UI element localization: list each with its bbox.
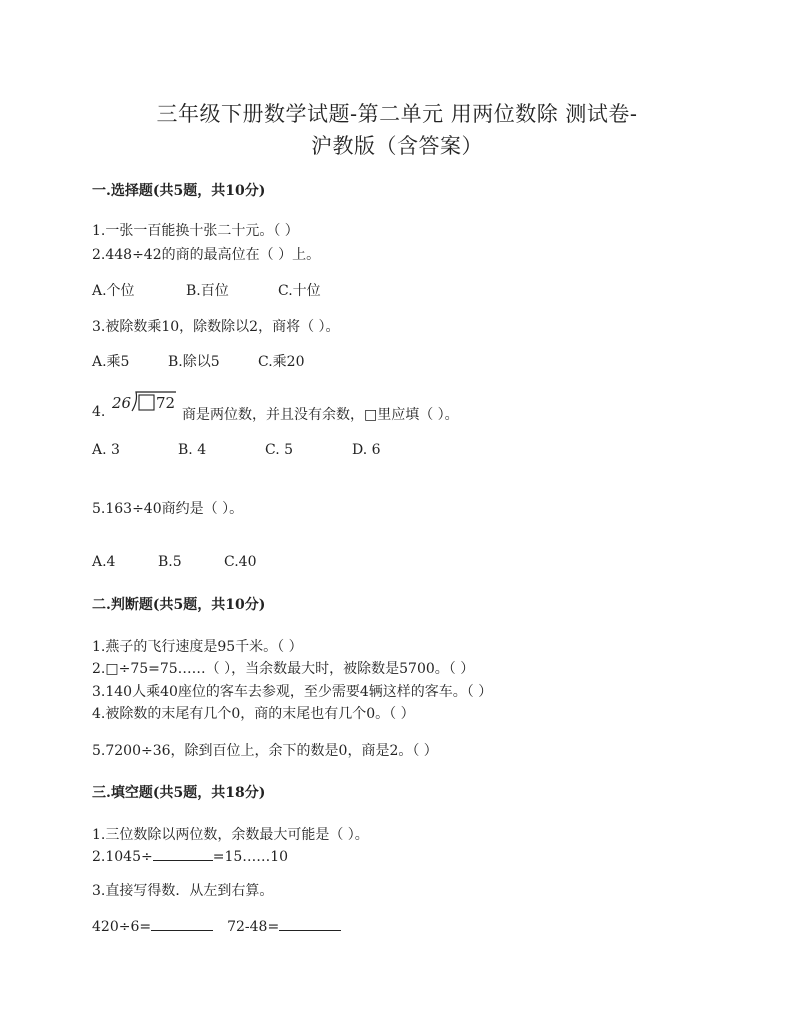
question-1-3: 3.被除数乘10，除数除以2，商将（ ）。: [92, 319, 340, 335]
division-divisor: 26: [112, 394, 132, 412]
question-1-4-number: 4.: [92, 404, 106, 420]
calc-item-a: 420÷6=: [92, 919, 152, 935]
question-1-2: 2.448÷42的商的最高位在（ ）上。: [92, 247, 321, 263]
option-1-4-c: C. 5: [265, 442, 294, 458]
option-1-4-b: B. 4: [178, 442, 207, 458]
answer-blank[interactable]: [151, 916, 213, 931]
question-1-4-text: 商是两位数，并且没有余数，□里应填（ ）。: [182, 407, 459, 423]
section-heading-fill-blank: 三.填空题(共5题，共18分): [92, 785, 266, 801]
option-1-5-a: A.4: [92, 554, 116, 570]
calc-item-b: 72-48=: [227, 919, 280, 935]
option-1-3-b: B.除以5: [168, 354, 220, 370]
question-3-2-suffix: =15……10: [212, 849, 289, 865]
question-2-3: 3.140人乘40座位的客车去参观，至少需要4辆这样的客车。（ ）: [92, 684, 493, 700]
page-title-line1: 三年级下册数学试题-第二单元 用两位数除 测试卷-: [156, 102, 638, 126]
option-1-5-b: B.5: [158, 554, 182, 570]
long-division-figure: [108, 389, 178, 415]
section-heading-choice: 一.选择题(共5题，共10分): [92, 183, 266, 199]
question-2-4: 4.被除数的末尾有几个0，商的末尾也有几个0。（ ）: [92, 706, 415, 722]
question-2-1: 1.燕子的飞行速度是95千米。（ ）: [92, 639, 303, 655]
answer-blank[interactable]: [153, 846, 213, 861]
blank-box-icon: [139, 395, 154, 410]
option-1-2-c: C.十位: [278, 283, 321, 299]
page-title-line2: 沪教版（含答案）: [311, 134, 483, 158]
answer-blank[interactable]: [279, 916, 341, 931]
question-3-2-prefix: 2.1045÷: [92, 849, 153, 865]
option-1-3-a: A.乘5: [92, 354, 130, 370]
option-1-2-a: A.个位: [92, 283, 135, 299]
question-3-2: [92, 846, 288, 865]
question-3-3-row: [92, 916, 341, 935]
question-2-5: 5.7200÷36，除到百位上，余下的数是0，商是2。（ ）: [92, 743, 438, 759]
option-1-4-a: A. 3: [92, 442, 120, 458]
option-1-5-c: C.40: [224, 554, 257, 570]
question-1-1: 1.一张一百能换十张二十元。（ ）: [92, 223, 299, 239]
question-3-3: 3.直接写得数．从左到右算。: [92, 883, 274, 899]
option-1-3-c: C.乘20: [258, 354, 305, 370]
section-heading-judgment: 二.判断题(共5题，共10分): [92, 597, 266, 613]
option-1-4-d: D. 6: [352, 442, 381, 458]
division-dividend: 72: [156, 394, 176, 412]
option-1-2-b: B.百位: [186, 283, 229, 299]
question-2-2: 2.□÷75=75……（ ），当余数最大时，被除数是5700。（ ）: [92, 661, 475, 677]
question-1-5: 5.163÷40商约是（ ）。: [92, 501, 244, 517]
question-3-1: 1.三位数除以两位数，余数最大可能是（ ）。: [92, 827, 369, 843]
